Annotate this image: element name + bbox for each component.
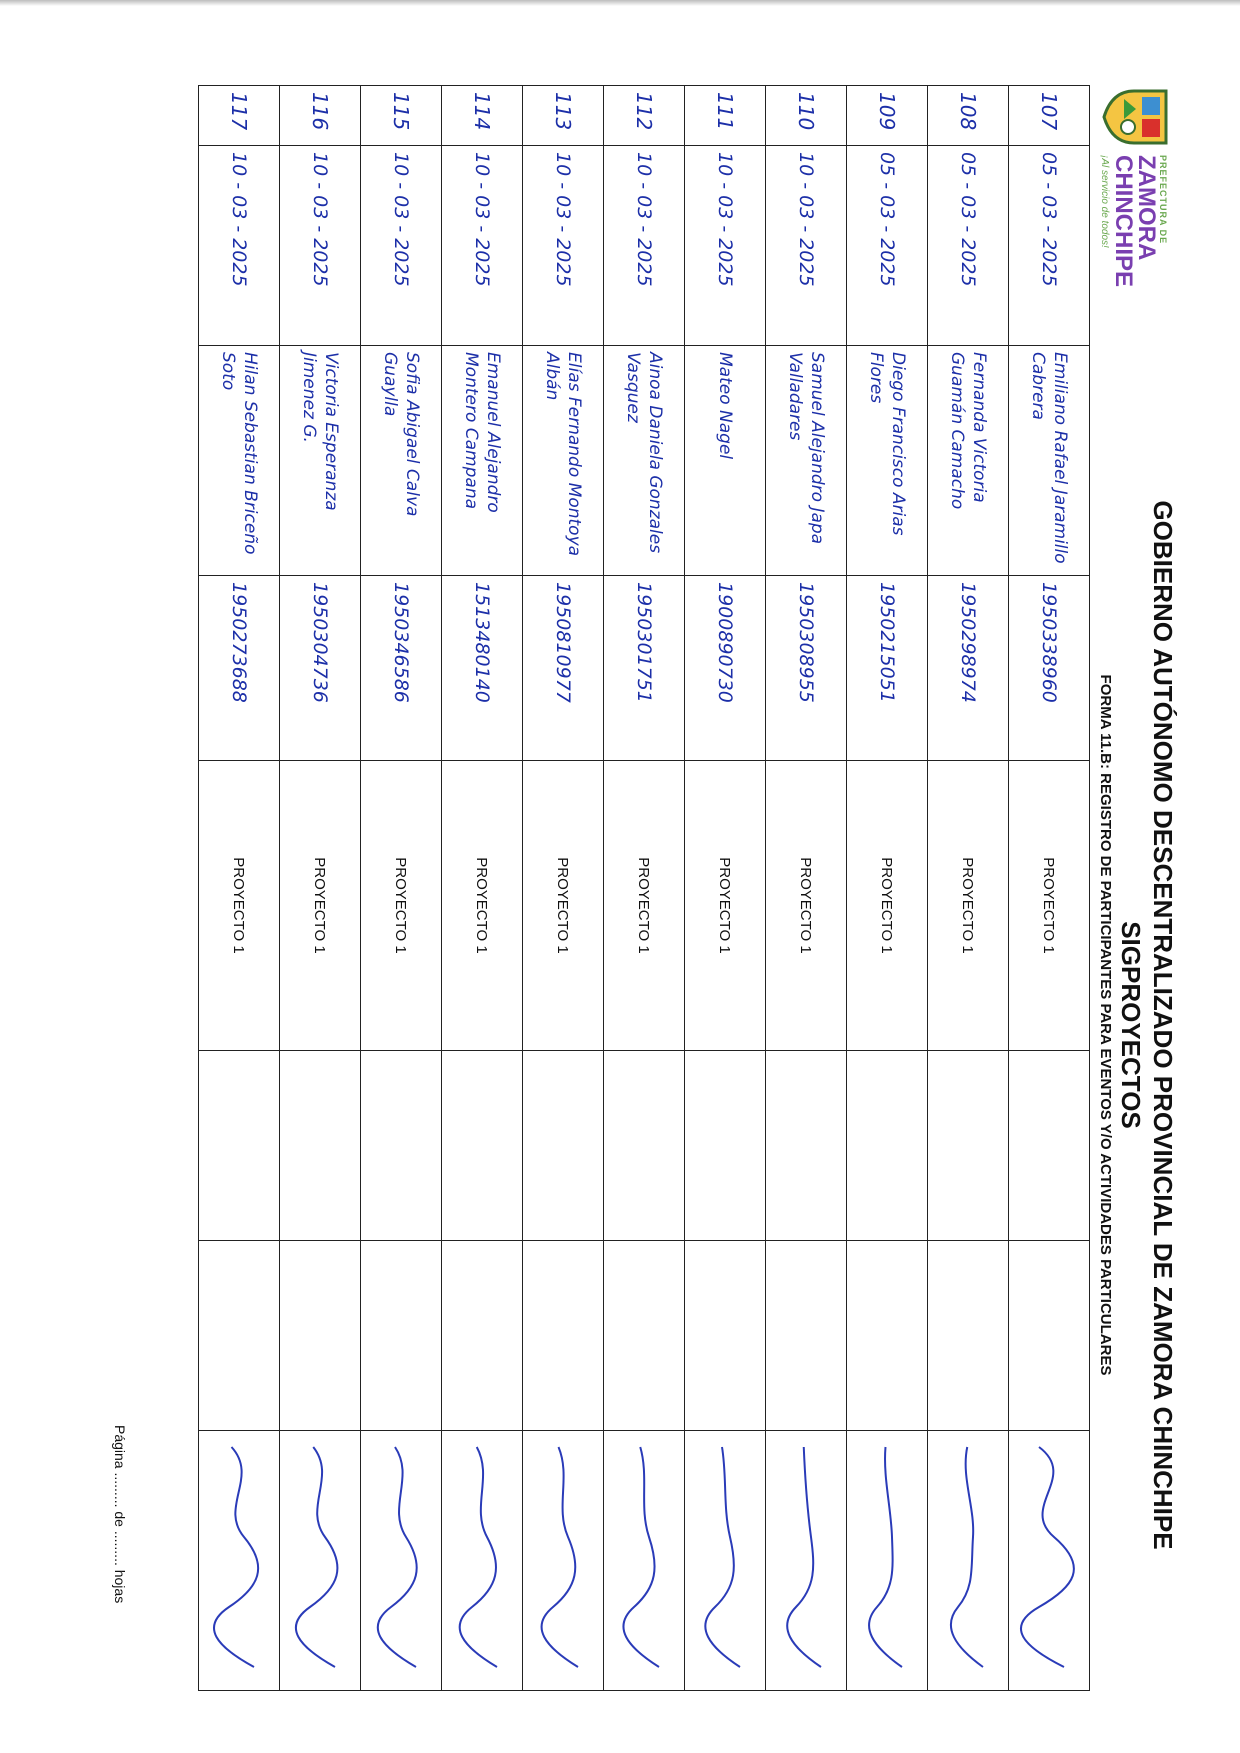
row-project: PROYECTO 1 <box>199 761 280 1051</box>
row-empty-cell <box>604 1241 685 1431</box>
row-number: 107 <box>1009 86 1090 146</box>
signature-scribble-icon <box>690 1437 760 1677</box>
row-date: 05 - 03 - 2025 <box>928 146 1009 346</box>
row-empty-cell <box>1009 1051 1090 1241</box>
row-project: PROYECTO 1 <box>928 761 1009 1051</box>
row-empty-cell <box>361 1051 442 1241</box>
row-date: 05 - 03 - 2025 <box>847 146 928 346</box>
participants-table <box>198 85 1090 1691</box>
row-date: 10 - 03 - 2025 <box>199 146 280 346</box>
row-empty-cell <box>280 1241 361 1431</box>
row-signature <box>523 1431 604 1691</box>
logo-prefecture-label: PREFECTURA DE <box>1158 155 1168 245</box>
row-empty-cell <box>766 1051 847 1241</box>
row-signature <box>361 1431 442 1691</box>
row-participant-name: Ainoa Daniela Gonzales Vasquez <box>604 346 685 576</box>
table-row <box>766 86 847 1691</box>
row-participant-name: Elías Fernando Montoya Albán <box>523 346 604 576</box>
form-name: FORMA 11.B: REGISTRO DE PARTICIPANTES PARA EVENTOS Y/O ACTIVIDADES PARTICULARES <box>1097 674 1114 1376</box>
coat-of-arms-icon <box>1102 85 1172 149</box>
row-date: 10 - 03 - 2025 <box>523 146 604 346</box>
row-empty-cell <box>1009 1241 1090 1431</box>
page-counter: Página ......... de ......... hojas <box>112 1425 128 1604</box>
row-date: 10 - 03 - 2025 <box>685 146 766 346</box>
prefecture-logo <box>1092 85 1172 335</box>
page-title: GOBIERNO AUTÓNOMO DESCENTRALIZADO PROVINCIAL DE ZAMORA CHINCHIPE <box>1148 500 1178 1550</box>
row-id-number: 1950273688 <box>199 576 280 761</box>
row-participant-name: Mateo Nagel <box>685 346 766 576</box>
signature-scribble-icon <box>447 1437 517 1677</box>
page-subtitle: SIGPROYECTOS <box>1116 921 1146 1129</box>
row-empty-cell <box>928 1241 1009 1431</box>
row-participant-name: Hilan Sebastian Briceño Soto <box>199 346 280 576</box>
row-project: PROYECTO 1 <box>361 761 442 1051</box>
row-date: 10 - 03 - 2025 <box>280 146 361 346</box>
row-project: PROYECTO 1 <box>1009 761 1090 1051</box>
row-id-number: 1950338960 <box>1009 576 1090 761</box>
logo-tagline: ¡Al servicio de todos! <box>1099 155 1110 248</box>
signature-scribble-icon <box>1014 1437 1084 1677</box>
table-row <box>847 86 928 1691</box>
row-project: PROYECTO 1 <box>442 761 523 1051</box>
signature-scribble-icon <box>609 1437 679 1677</box>
signature-scribble-icon <box>852 1437 922 1677</box>
row-number: 116 <box>280 86 361 146</box>
row-empty-cell <box>442 1241 523 1431</box>
row-project: PROYECTO 1 <box>685 761 766 1051</box>
row-project: PROYECTO 1 <box>766 761 847 1051</box>
row-participant-name: Emanuel Alejandro Montero Campana <box>442 346 523 576</box>
row-date: 10 - 03 - 2025 <box>361 146 442 346</box>
table-row <box>199 86 280 1691</box>
row-participant-name: Victoria Esperanza Jimenez G. <box>280 346 361 576</box>
row-project: PROYECTO 1 <box>604 761 685 1051</box>
logo-name-line1: ZAMORA <box>1133 155 1160 261</box>
row-empty-cell <box>361 1241 442 1431</box>
row-empty-cell <box>766 1241 847 1431</box>
table-row <box>280 86 361 1691</box>
row-number: 108 <box>928 86 1009 146</box>
signature-scribble-icon <box>771 1437 841 1677</box>
row-empty-cell <box>685 1241 766 1431</box>
row-empty-cell <box>523 1241 604 1431</box>
row-date: 05 - 03 - 2025 <box>1009 146 1090 346</box>
row-number: 110 <box>766 86 847 146</box>
row-empty-cell <box>199 1051 280 1241</box>
row-number: 113 <box>523 86 604 146</box>
row-id-number: 1950346586 <box>361 576 442 761</box>
row-participant-name: Fernanda Victoria Guamán Camacho <box>928 346 1009 576</box>
row-empty-cell <box>685 1051 766 1241</box>
row-empty-cell <box>442 1051 523 1241</box>
row-date: 10 - 03 - 2025 <box>766 146 847 346</box>
table-row <box>523 86 604 1691</box>
row-number: 114 <box>442 86 523 146</box>
row-project: PROYECTO 1 <box>847 761 928 1051</box>
row-date: 10 - 03 - 2025 <box>442 146 523 346</box>
table-row <box>685 86 766 1691</box>
row-signature <box>685 1431 766 1691</box>
row-signature <box>928 1431 1009 1691</box>
row-signature <box>280 1431 361 1691</box>
signature-scribble-icon <box>933 1437 1003 1677</box>
row-participant-name: Emiliano Rafael Jaramillo Cabrera <box>1009 346 1090 576</box>
signature-scribble-icon <box>204 1437 274 1677</box>
row-number: 115 <box>361 86 442 146</box>
row-number: 112 <box>604 86 685 146</box>
row-empty-cell <box>199 1241 280 1431</box>
row-participant-name: Samuel Alejandro Japa Valladares <box>766 346 847 576</box>
row-signature <box>1009 1431 1090 1691</box>
table-row <box>1009 86 1090 1691</box>
form-sheet <box>80 45 1180 1705</box>
row-signature <box>442 1431 523 1691</box>
signature-scribble-icon <box>285 1437 355 1677</box>
row-empty-cell <box>847 1051 928 1241</box>
row-id-number: 1950298974 <box>928 576 1009 761</box>
row-empty-cell <box>280 1051 361 1241</box>
signature-scribble-icon <box>366 1437 436 1677</box>
row-number: 109 <box>847 86 928 146</box>
row-date: 10 - 03 - 2025 <box>604 146 685 346</box>
row-project: PROYECTO 1 <box>280 761 361 1051</box>
row-number: 117 <box>199 86 280 146</box>
scan-edge <box>0 0 1240 6</box>
row-id-number: 1950301751 <box>604 576 685 761</box>
table-row <box>928 86 1009 1691</box>
row-empty-cell <box>523 1051 604 1241</box>
table-row <box>442 86 523 1691</box>
row-signature <box>199 1431 280 1691</box>
row-id-number: 1513480140 <box>442 576 523 761</box>
row-empty-cell <box>928 1051 1009 1241</box>
row-id-number: 1950215051 <box>847 576 928 761</box>
table-row <box>361 86 442 1691</box>
table-row <box>604 86 685 1691</box>
row-empty-cell <box>604 1051 685 1241</box>
signature-scribble-icon <box>528 1437 598 1677</box>
row-signature <box>604 1431 685 1691</box>
row-id-number: 1950304736 <box>280 576 361 761</box>
row-project: PROYECTO 1 <box>523 761 604 1051</box>
row-number: 111 <box>685 86 766 146</box>
row-id-number: 1900890730 <box>685 576 766 761</box>
row-empty-cell <box>847 1241 928 1431</box>
row-id-number: 1950810977 <box>523 576 604 761</box>
row-participant-name: Diego Francisco Arias Flores <box>847 346 928 576</box>
row-participant-name: Sofia Abigael Calva Guaylla <box>361 346 442 576</box>
row-signature <box>847 1431 928 1691</box>
row-id-number: 1950308955 <box>766 576 847 761</box>
logo-name-line2: CHINCHIPE <box>1110 155 1137 288</box>
row-signature <box>766 1431 847 1691</box>
